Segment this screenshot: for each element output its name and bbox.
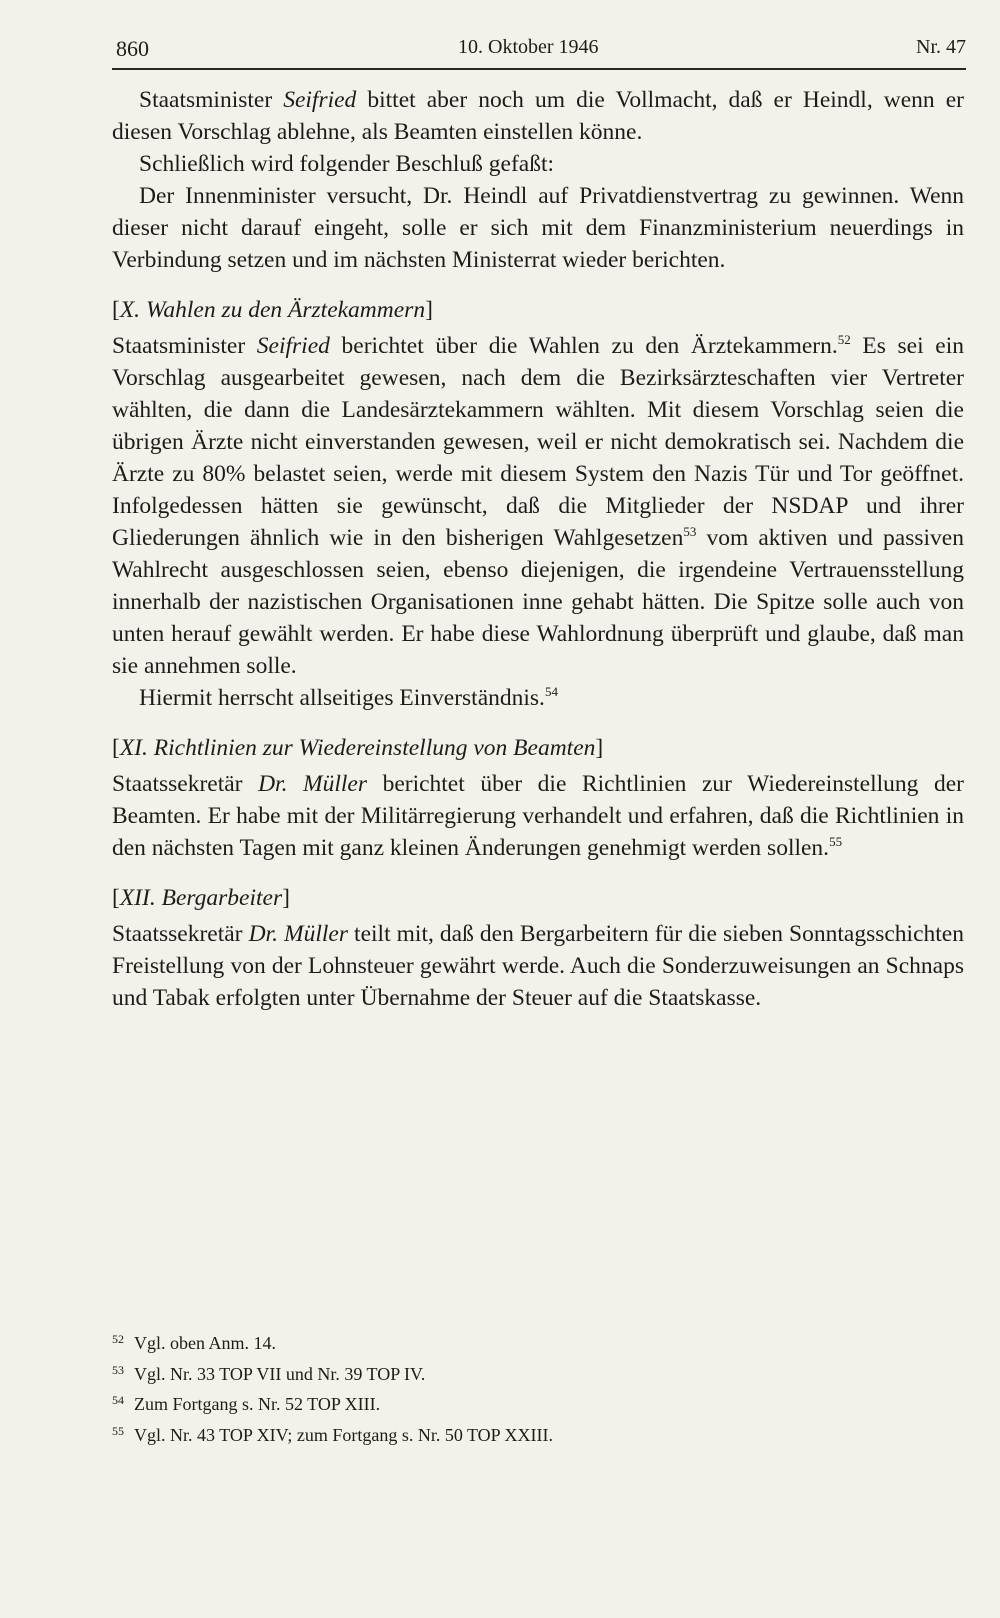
bracket: [: [112, 885, 120, 911]
section-title: XI. Richtlinien zur Wiedereinstellung von Beamten: [119, 735, 596, 761]
person-name: Dr. Müller: [258, 771, 367, 797]
text-run: Staatssekretär: [112, 921, 249, 947]
person-name: Seifried: [283, 87, 357, 113]
page-header: [112, 28, 966, 70]
paragraph: [112, 84, 964, 148]
paragraph: [112, 918, 964, 1014]
bracket: ]: [425, 297, 433, 323]
footnote-text: Vgl. oben Anm. 14.: [134, 1333, 276, 1353]
bracket: [: [112, 735, 120, 761]
text-run: Staatsminister: [112, 333, 257, 359]
resolution-paragraph: Der Innenminister versucht, Dr. Heindl auf Privatdienstvertrag zu gewinnen. Wenn dieser nicht darauf eingeht, solle er sich mit dem Finanzministerium neuerdings in Verbindung setzen und im nächsten Ministerrat wieder berichten.: [112, 183, 964, 273]
header-issue-number: Nr. 47: [916, 36, 966, 58]
page-number: 860: [116, 36, 149, 61]
paragraph: [112, 330, 964, 682]
footnote-ref: 52: [837, 332, 851, 347]
paragraph: [112, 682, 964, 714]
text-run: berichtet über die Wahlen zu den Ärztekammern.: [329, 333, 838, 359]
bracket: ]: [595, 735, 604, 761]
footnote-ref: 54: [544, 684, 558, 699]
section-heading-x: [112, 294, 964, 326]
text-run: vom aktiven und passiven Wahlrecht ausgeschlossen seien, ebenso diejenigen, die irgendeine Vertrauensstellung innerhalb der nazistischen Organisationen inne gehabt hätten. Die Spitze solle auch von unten herauf gewählt werden. Er habe diese Wahlordnung überprüft und glaube, daß man sie annehmen solle.: [112, 525, 964, 679]
paragraph: [112, 768, 964, 864]
footnote-text: Vgl. Nr. 33 TOP VII und Nr. 39 TOP IV.: [134, 1363, 426, 1384]
footnote-number: 53: [112, 1362, 124, 1377]
footnote-ref: 55: [829, 834, 843, 849]
header-date: 10. Oktober 1946: [458, 36, 599, 58]
text-run: teilt mit, daß den Bergarbeitern für die sieben Sonntagsschichten Freistellung von der Lohnsteuer gewährt werde. Auch die Sonderzuweisungen an Schnaps und Tabak erfolgten unter Übernahme der Steuer auf die Staatskasse.: [112, 921, 964, 1011]
text-run: Staatsminister: [139, 87, 284, 113]
body-text: [112, 84, 964, 1014]
text-run: berichtet über die Richtlinien zur Wiedereinstellung der Beamten. Er habe mit der Militärregierung verhandelt und erfahren, daß die Richtlinien in den nächsten Tagen mit ganz kleinen Änderungen genehmigt werden sollen.: [112, 771, 964, 861]
person-name: Seifried: [256, 333, 330, 359]
text-run: Staatssekretär: [112, 771, 259, 797]
section-heading-xii: [112, 882, 964, 914]
footnotes: [112, 1326, 964, 1448]
footnote-number: 55: [112, 1423, 124, 1438]
footnote: [112, 1387, 964, 1418]
footnote-number: 54: [112, 1393, 124, 1407]
section-number: X.: [119, 297, 141, 323]
section-heading-xi: [112, 732, 964, 764]
person-name: Dr. Müller: [248, 921, 348, 947]
footnote-ref: 53: [683, 524, 697, 539]
section-title: Wahlen zu den Ärztekammern: [140, 297, 426, 323]
footnote: [112, 1357, 964, 1388]
bracket: ]: [282, 885, 290, 911]
footnote-text: Zum Fortgang s. Nr. 52 TOP XIII.: [134, 1394, 381, 1414]
footnote: [112, 1326, 964, 1357]
text-run: bittet aber noch um die Vollmacht, daß er Heindl, wenn er diesen Vorschlag ablehne, als Beamten einstellen könne.: [112, 87, 964, 145]
footnote: [112, 1418, 964, 1449]
section-title: XII. Bergarbeiter: [119, 885, 283, 911]
paragraph: Schließlich wird folgender Beschluß gefaßt:: [139, 151, 555, 177]
footnote-number: 52: [112, 1332, 124, 1346]
bracket: [: [112, 297, 120, 323]
footnote-text: Vgl. Nr. 43 TOP XIV; zum Fortgang s. Nr. 50 TOP XXIII.: [134, 1424, 554, 1445]
text-run: Hiermit herrscht allseitiges Einverständnis.: [139, 685, 545, 711]
text-run: Es sei ein Vorschlag ausgearbeitet gewesen, nach dem die Bezirksärzteschaften vier Vertreter wählten, die dann die Landesärztekammern wählten. Mit diesem Vorschlag seien die übrigen Ärzte nicht einverstanden gewesen, weil er nicht demokratisch sei. Nachdem die Ärzte zu 80% belastet seien, werde mit diesem System den Nazis Tür und Tor geöffnet. Infolgedessen hätten sie gewünscht, daß die Mitglieder der NSDAP und ihrer Gliederungen ähnlich wie in den bisherigen Wahlgesetzen: [112, 333, 964, 551]
